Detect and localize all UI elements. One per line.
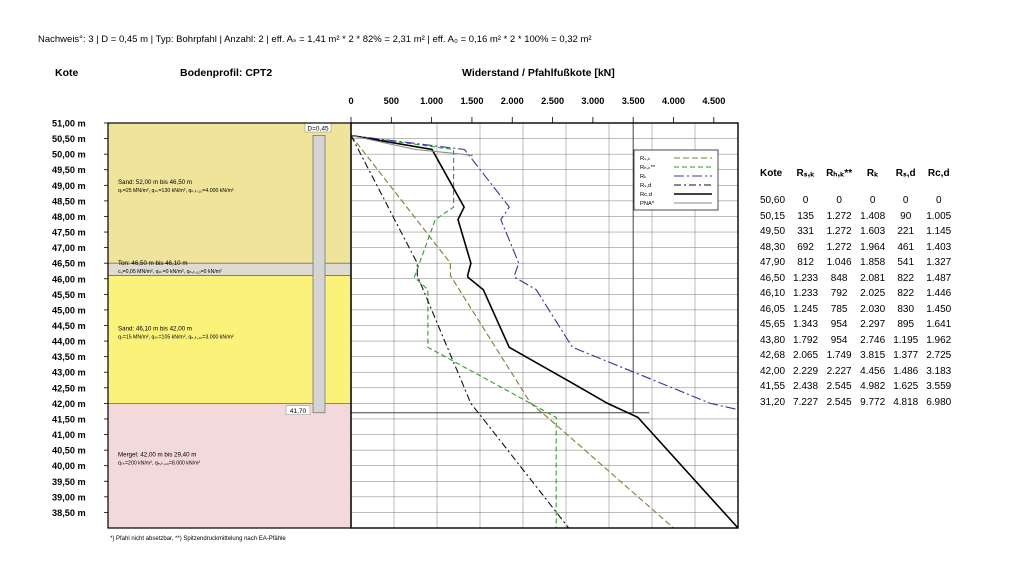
profile-title: Bodenprofil: CPT2 (180, 67, 273, 79)
table-cell: 822 (897, 272, 915, 284)
pile-shaft (313, 135, 325, 412)
y-tick-label: 42,50 m (52, 383, 86, 394)
table-row (756, 286, 955, 302)
table-cell: 785 (830, 303, 848, 315)
table-header-cell: Rₕ,ₖ** (826, 168, 853, 179)
soil-layer-params-0: qₛ=25 MN/m², qₛₖ=130 kN/m², qₕ,ₖ,₁₀=4.000 kN/m² (118, 187, 234, 194)
table-header-cell: Kote (760, 168, 783, 179)
table-cell: 1.487 (926, 272, 952, 284)
table-cell: 43,80 (760, 334, 786, 346)
table-cell: 1.272 (826, 241, 852, 253)
table-row (756, 395, 955, 411)
table-cell: 1.046 (826, 257, 852, 269)
table-row (756, 379, 955, 395)
soil-layer-params-2: qₛ=15 MN/m², qₛₖ=105 kN/m², qₕ,ₖ,₁₀=3.000 kN/m² (118, 334, 234, 341)
table-cell: 3.183 (926, 365, 952, 377)
y-tick-label: 39,50 m (52, 476, 86, 487)
legend-label-3: Rₛ,d (640, 183, 652, 189)
table-cell: 0 (935, 195, 942, 207)
table-cell: 0 (802, 195, 809, 207)
table-cell: 46,05 (760, 303, 786, 315)
soil-layer-label-1: Ton: 46,50 m bis 46,10 m (118, 259, 188, 267)
soil-layer-params-1: cᵤ=0,05 MN/m², qₛₖ=0 kN/m², qₕ,ₖ,₁₀=0 kN/m² (118, 268, 222, 275)
footnote: *) Pfahl nicht absetzbar, **) Spitzendruckmittelung nach EA-Pfähle (110, 536, 286, 542)
table-cell: 90 (900, 210, 912, 222)
table-cell: 2.065 (793, 350, 819, 362)
table-cell: 49,50 (760, 226, 786, 238)
table-cell: 541 (897, 257, 915, 269)
pile-top-label: D=0,45 (307, 125, 329, 133)
y-tick-label: 48,00 m (52, 211, 86, 222)
table-cell: 6.980 (926, 396, 952, 408)
soil-layer-label-2: Sand: 46,10 m bis 42,00 m (118, 325, 192, 333)
table-cell: 7.227 (793, 396, 819, 408)
table-header-cell: Rₖ (866, 168, 879, 179)
table-cell: 1.486 (893, 365, 919, 377)
table-cell: 50,60 (760, 195, 786, 207)
table-cell: 2.545 (826, 381, 852, 393)
series-line-0 (351, 136, 674, 529)
x-tick-label: 2.000 (500, 96, 524, 106)
y-tick-label: 44,50 m (52, 321, 86, 331)
table-cell: 4.456 (860, 365, 886, 377)
table-cell: 0 (902, 195, 909, 207)
y-tick-label: 49,50 m (52, 165, 86, 176)
table-cell: 9.772 (860, 396, 886, 408)
y-tick-label: 38,50 m (52, 507, 86, 518)
table-cell: 2.297 (860, 319, 886, 331)
table-cell: 812 (797, 257, 814, 269)
y-tick-label: 50,00 m (52, 149, 86, 160)
y-tick-label: 45,00 m (52, 305, 86, 316)
table-cell: 221 (897, 226, 915, 238)
table-cell: 1.377 (893, 350, 919, 362)
table-row (756, 224, 955, 240)
series-line-3 (351, 136, 569, 529)
table-cell: 1.327 (926, 257, 952, 269)
table-cell: 46,10 (760, 288, 786, 300)
legend-label-0: Rₛ,ₖ (640, 156, 651, 162)
y-tick-label: 43,00 m (52, 367, 86, 378)
soil-layer-label-0: Sand: 52,00 m bis 46,50 m (118, 178, 192, 186)
legend-label-5: PNA* (640, 201, 655, 207)
table-cell: 1.233 (793, 288, 819, 300)
table-cell: 1.962 (926, 334, 952, 346)
table-cell: 2.030 (860, 303, 886, 315)
header-summary: Nachweis°: 3 | D = 0,45 m | Typ: Bohrpfahl | Anzahl: 2 | eff. Aₛ = 1,41 m² * 2 * 82% = 2,31 m² | eff. A₀ = 0,16 m² * 2 * 100% = 0,32 m² (38, 34, 592, 45)
table-cell: 830 (897, 303, 915, 315)
legend-label-2: Rₖ (640, 174, 647, 180)
table-cell: 1.145 (926, 226, 952, 238)
table-row (756, 348, 955, 364)
x-tick-label: 0 (348, 96, 354, 106)
table-cell: 42,68 (760, 350, 786, 362)
y-tick-label: 48,50 m (52, 196, 86, 207)
table-cell: 41,55 (760, 381, 786, 393)
x-tick-label: 3.000 (581, 96, 605, 106)
y-tick-label: 40,50 m (52, 445, 86, 456)
y-tick-label: 46,00 m (52, 274, 86, 285)
table-cell: 954 (830, 319, 848, 331)
table-row (756, 317, 955, 333)
table-cell: 1.272 (826, 210, 852, 222)
results-table-body (756, 193, 955, 410)
y-tick-label: 46,50 m (52, 258, 86, 269)
table-cell: 2.725 (926, 350, 952, 362)
table-cell: 4.982 (860, 381, 886, 393)
table-cell: 2.746 (860, 334, 886, 346)
table-cell: 31,20 (760, 396, 786, 408)
table-cell: 1.625 (893, 381, 919, 393)
y-tick-label: 51,00 m (52, 118, 86, 129)
table-cell: 461 (897, 241, 915, 253)
y-tick-label: 47,50 m (52, 227, 86, 238)
table-cell: 48,30 (760, 241, 786, 253)
table-cell: 135 (797, 210, 814, 222)
table-cell: 1.245 (793, 303, 819, 315)
table-cell: 1.408 (860, 210, 886, 222)
x-tick-label: 2.500 (541, 96, 565, 106)
y-tick-label: 43,50 m (52, 352, 86, 363)
table-row (756, 364, 955, 380)
table-cell: 1.343 (793, 319, 819, 331)
table-cell: 692 (797, 241, 814, 253)
table-cell: 1.450 (926, 303, 952, 315)
y-tick-label: 50,50 m (52, 134, 86, 145)
table-cell: 2.438 (793, 381, 819, 393)
legend-label-1: Rₕ,ₖ** (640, 165, 656, 171)
table-cell: 1.403 (926, 241, 952, 253)
table-cell: 1.858 (860, 257, 886, 269)
y-tick-label: 42,00 m (52, 398, 86, 409)
table-cell: 895 (897, 319, 915, 331)
y-tick-label: 49,00 m (52, 180, 86, 191)
table-cell: 2.545 (826, 396, 852, 408)
y-tick-label: 40,00 m (52, 461, 86, 472)
chart-title: Widerstand / Pfahlfußkote [kN] (462, 67, 615, 79)
y-tick-label: 41,00 m (52, 430, 86, 441)
y-tick-label: 39,00 m (52, 492, 86, 503)
table-cell: 1.603 (860, 226, 886, 238)
y-tick-label: 47,00 m (52, 243, 86, 254)
table-cell: 0 (869, 195, 876, 207)
table-cell: 792 (830, 288, 848, 300)
pile-base-label: 41,70 (289, 408, 307, 416)
table-row (756, 255, 955, 271)
table-cell: 46,50 (760, 272, 786, 284)
table-cell: 1.446 (926, 288, 952, 300)
table-cell: 331 (797, 226, 814, 238)
table-cell: 848 (830, 272, 848, 284)
x-tick-label: 4.000 (662, 96, 685, 106)
table-cell: 2.227 (826, 365, 852, 377)
table-cell: 1.195 (893, 334, 919, 346)
table-cell: 1.272 (826, 226, 852, 238)
y-tick-label: 41,50 m (52, 414, 86, 425)
soil-layer-label-3: Mergel: 42,00 m bis 29,40 m (118, 451, 197, 459)
table-cell: 50,15 (760, 210, 786, 222)
table-cell: 3.815 (860, 350, 886, 362)
y-tick-label: 45,50 m (52, 289, 86, 300)
table-cell: 1.792 (793, 334, 819, 346)
table-cell: 45,65 (760, 319, 786, 331)
legend-label-4: Rc,d (640, 192, 652, 198)
results-table-header (756, 168, 955, 193)
table-cell: 2.081 (860, 272, 886, 284)
table-cell: 1.005 (926, 210, 952, 222)
chart-legend (634, 150, 718, 210)
table-cell: 1.749 (826, 350, 852, 362)
table-cell: 954 (830, 334, 848, 346)
table-cell: 2.025 (860, 288, 886, 300)
results-table (756, 168, 955, 410)
table-cell: 4.818 (893, 396, 919, 408)
table-row (756, 240, 955, 256)
table-row (756, 333, 955, 349)
table-header-cell: Rₛ,d (895, 168, 916, 179)
x-tick-label: 3.500 (621, 96, 645, 106)
table-header-cell: Rₛ,ₖ (796, 168, 815, 179)
table-cell: 822 (897, 288, 915, 300)
table-cell: 1.233 (793, 272, 819, 284)
table-cell: 1.641 (926, 319, 952, 331)
soil-layer-params-3: qₛₖ=200 kN/m², qₕ,ₖ,₁₀=8.000 kN/m² (118, 460, 201, 467)
table-header-cell: Rc,d (927, 168, 950, 179)
x-tick-label: 4.500 (702, 96, 726, 106)
table-cell: 42,00 (760, 365, 786, 377)
table-row (756, 302, 955, 318)
x-tick-label: 500 (383, 96, 399, 106)
x-tick-label: 1.000 (420, 96, 444, 106)
y-tick-label: 44,00 m (52, 336, 86, 347)
x-tick-label: 1.500 (460, 96, 484, 106)
table-row (756, 193, 955, 209)
kote-column-title: Kote (55, 67, 79, 79)
table-cell: 1.964 (860, 241, 886, 253)
table-row (756, 209, 955, 225)
table-cell: 47,90 (760, 257, 786, 269)
table-cell: 3.559 (926, 381, 952, 393)
table-cell: 0 (836, 195, 842, 207)
table-row (756, 271, 955, 287)
table-cell: 2.229 (793, 365, 819, 377)
